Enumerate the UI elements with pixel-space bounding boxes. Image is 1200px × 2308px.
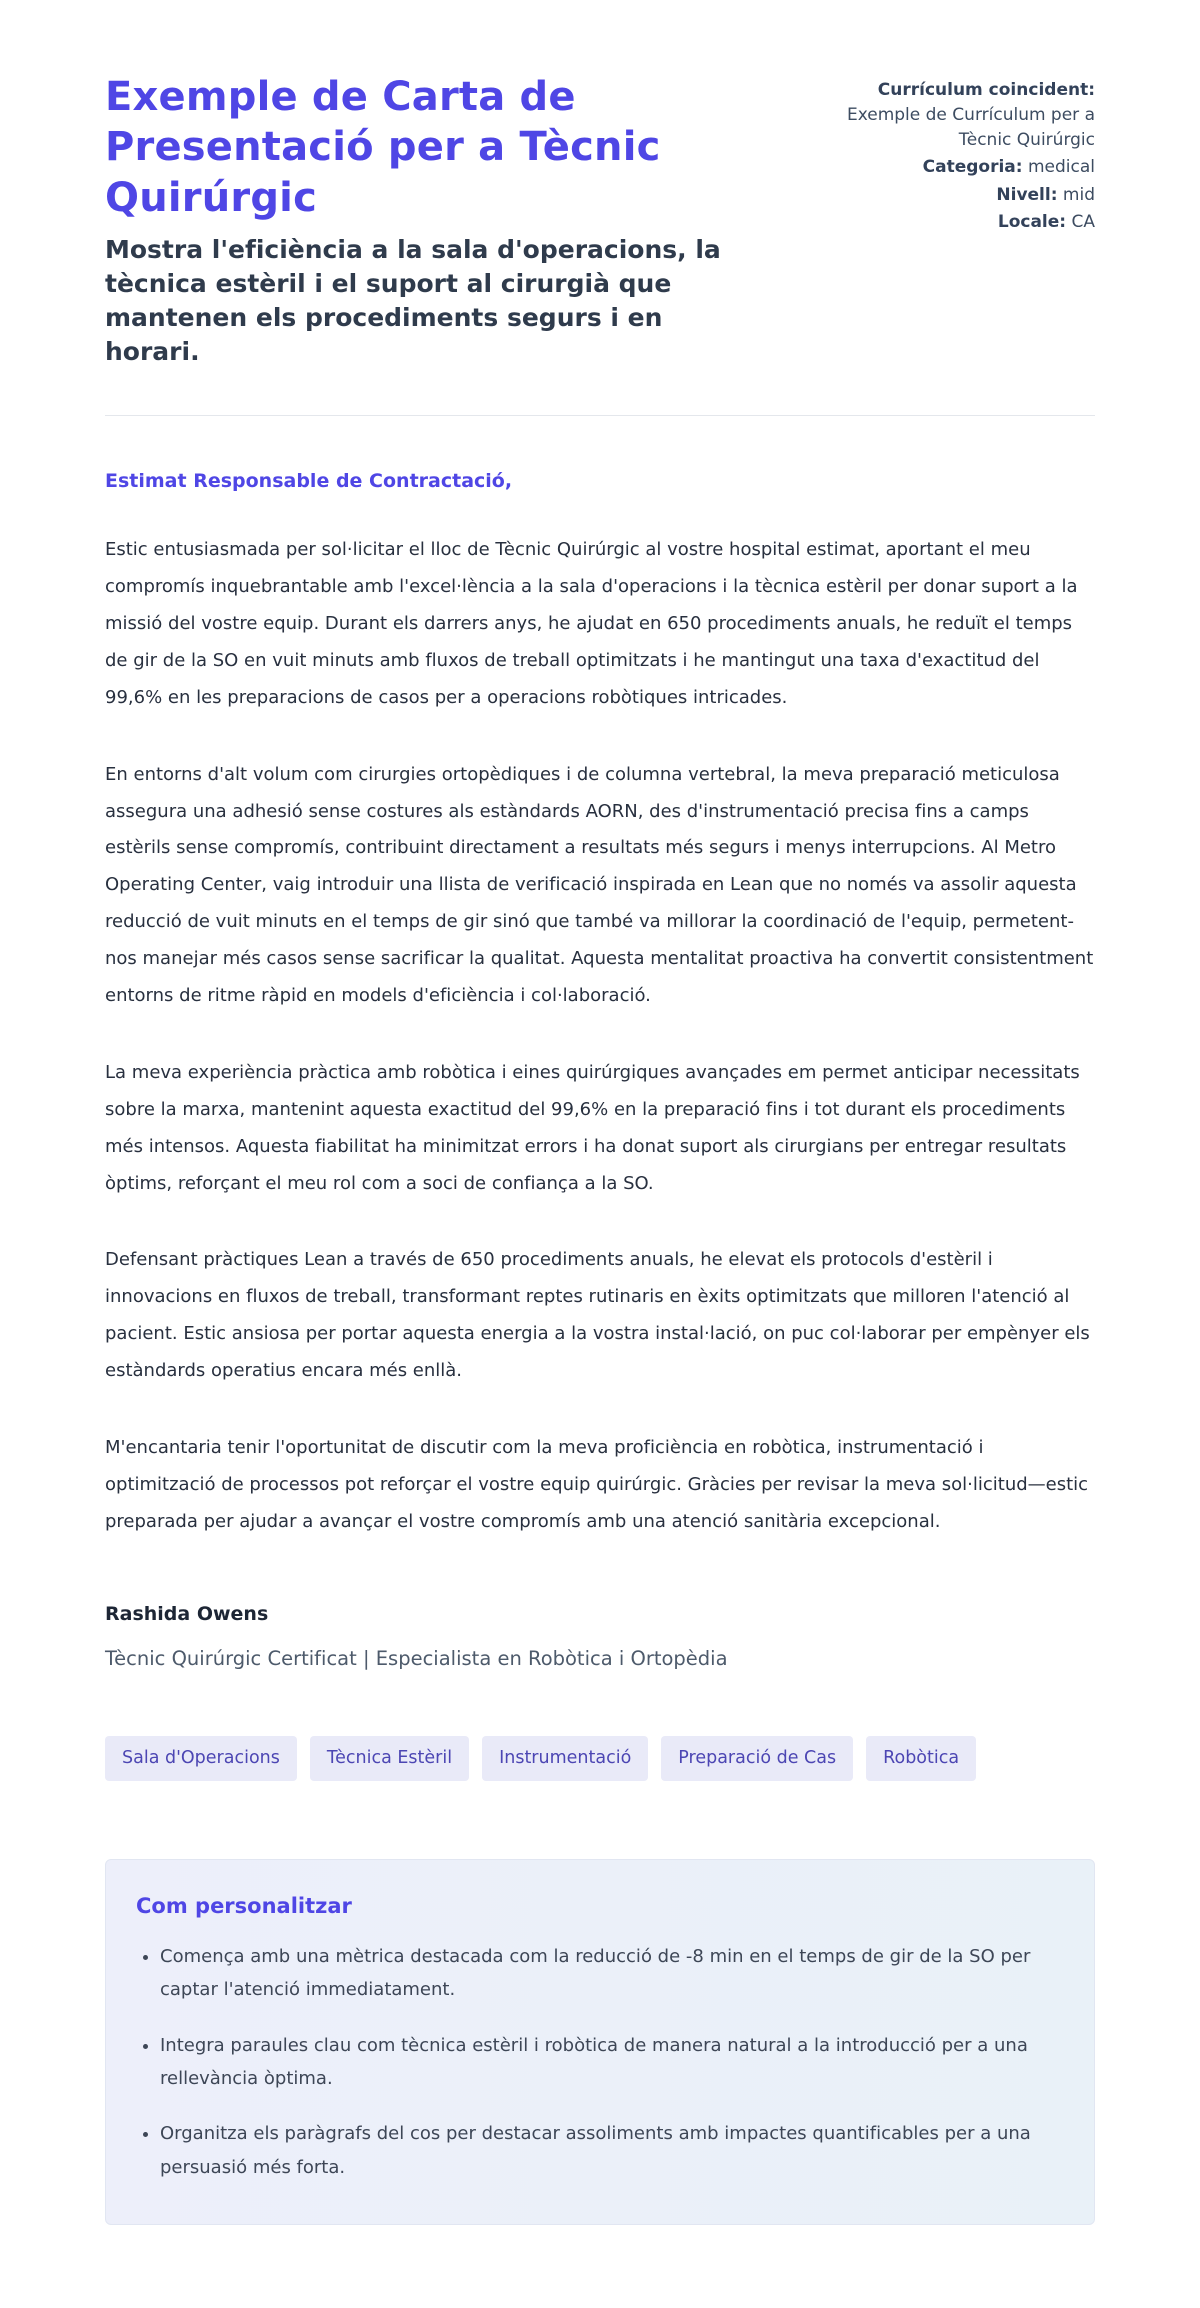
header-title-block bbox=[105, 72, 755, 369]
body-paragraph: M'encantaria tenir l'oportunitat de discutir com la meva proficiència en robòtica, instrumentació i optimització de processos pot reforçar el vostre equip quirúrgic. Gràcies per revisar la meva sol·licitud—estic preparada per ajudar a avançar el vostre compromís amb una atenció sanitària excepcional. bbox=[105, 1436, 1089, 1532]
tag-chip: Sala d'Operacions bbox=[105, 1736, 297, 1782]
meta-level bbox=[823, 183, 1095, 208]
meta-level-value: mid bbox=[1062, 184, 1095, 205]
content-container bbox=[105, 0, 1095, 2295]
tag-chip: Preparació de Cas bbox=[661, 1736, 853, 1782]
customization-tips-box bbox=[105, 1859, 1095, 2225]
keyword-tags bbox=[105, 1736, 1095, 1782]
signature-name: Rashida Owens bbox=[105, 1602, 269, 1625]
body-paragraph: Defensant pràctiques Lean a través de 650 procediments anuals, he elevat els protocols d'estèril i innovacions en fluxos de treball, transformant reptes rutinaris en èxits optimitzats que milloren l'atenció al pacient. Estic ansiosa per portar aquesta energia a la vostra instal·lació, on puc col·laborar per empènyer els estàndards operatius encara més enllà. bbox=[105, 1249, 1090, 1382]
salutation: Estimat Responsable de Contractació, bbox=[105, 470, 513, 493]
tip-item: • Organitza els paràgrafs del cos per destacar assoliments amb impactes quantificables per a una persuasió més forta. bbox=[160, 2117, 1064, 2184]
meta-level-label: Nivell: bbox=[996, 184, 1058, 205]
meta-locale bbox=[823, 210, 1095, 235]
header-divider bbox=[105, 415, 1095, 416]
tips-heading: Com personalitzar bbox=[136, 1894, 352, 1919]
tag-chip: Tècnica Estèril bbox=[310, 1736, 469, 1782]
meta-resume-match-value: Exemple de Currículum per a Tècnic Quirúrgic bbox=[846, 105, 1095, 151]
cover-letter-body bbox=[105, 470, 1095, 1669]
signature-title: Tècnic Quirúrgic Certificat | Especialista en Robòtica i Ortopèdia bbox=[105, 1646, 728, 1670]
meta-locale-label: Locale: bbox=[997, 211, 1067, 232]
meta-category-value: medical bbox=[1027, 157, 1095, 178]
meta-locale-value: CA bbox=[1071, 211, 1095, 232]
body-paragraph: Estic entusiasmada per sol·licitar el lloc de Tècnic Quirúrgic al vostre hospital estimat, aportant el meu compromís inquebrantable amb l'excel·lència a la sala d'operacions i la tècnica estèril per donar suport a la missió del vostre equip. Durant els darrers anys, he ajudat en 650 procediments anuals, he reduït el temps de gir de la SO en vuit minuts amb fluxos de treball optimitzats i he mantingut una taxa d'exactitud del 99,6% en les preparacions de casos per a operacions robòtiques intricades. bbox=[105, 539, 1078, 708]
meta-resume-match-label: Currículum coincident: bbox=[877, 80, 1095, 100]
meta-resume-match bbox=[823, 78, 1095, 153]
resume-meta-panel bbox=[823, 72, 1095, 235]
tag-chip: Robòtica bbox=[866, 1736, 976, 1782]
document-header bbox=[105, 72, 1095, 369]
meta-category-label: Categoria: bbox=[922, 157, 1023, 178]
tag-chip: Instrumentació bbox=[482, 1736, 648, 1782]
tips-list bbox=[160, 1940, 1064, 2184]
page-title: Exemple de Carta de Presentació per a Tècnic Quirúrgic bbox=[105, 74, 661, 221]
meta-category bbox=[823, 155, 1095, 180]
page-subtitle: Mostra l'eficiència a la sala d'operacions, la tècnica estèril i el suport al cirurgià que mantenen els procediments segurs i en horari. bbox=[105, 235, 721, 367]
body-paragraph: En entorns d'alt volum com cirurgies ortopèdiques i de columna vertebral, la meva preparació meticulosa assegura una adhesió sense costures als estàndards AORN, des d'instrumentació precisa fins a camps estèrils sense compromís, contribuint directament a resultats més segurs i menys interrupcions. Al Metro Operating Center, vaig introduir una llista de verificació inspirada en Lean que no només va assolir aquesta reducció de vuit minuts en el temps de gir sinó que també va millorar la coordinació de l'equip, permetent-nos manejar més casos sense sacrificar la qualitat. Aquesta mentalitat proactiva ha convertit consistentment entorns de ritme ràpid en models d'eficiència i col·laboració. bbox=[105, 763, 1094, 1006]
tip-item: • Integra paraules clau com tècnica estèril i robòtica de manera natural a la introducció per a una rellevància òptima. bbox=[160, 2029, 1064, 2096]
body-paragraph: La meva experiència pràctica amb robòtica i eines quirúrgiques avançades em permet anticipar necessitats sobre la marxa, mantenint aquesta exactitud del 99,6% en la preparació fins i tot durant els procediments més intensos. Aquesta fiabilitat ha minimitzat errors i ha donat suport als cirurgians per entregar resultats òptims, reforçant el meu rol com a soci de confiança a la SO. bbox=[105, 1061, 1080, 1194]
tip-item: • Comença amb una mètrica destacada com la reducció de -8 min en el temps de gir de la SO per captar l'atenció immediatament. bbox=[160, 1940, 1064, 2007]
